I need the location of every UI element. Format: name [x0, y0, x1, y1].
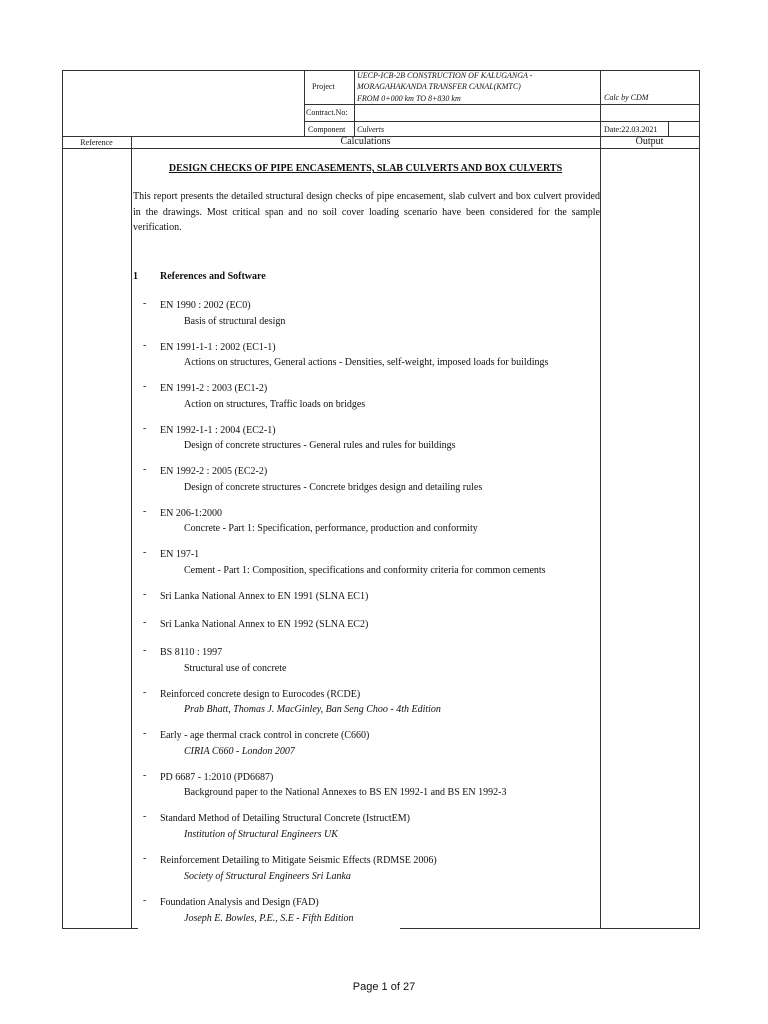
reference-description: Prab Bhatt, Thomas J. MacGinley, Ban Seng Choo - 4th Edition — [184, 704, 441, 715]
rule — [354, 70, 355, 136]
reference-title: EN 1990 : 2002 (EC0) — [160, 300, 251, 311]
column-output: Output — [635, 136, 664, 147]
reference-description: Society of Structural Engineers Sri Lanka — [184, 870, 351, 882]
section-title: References and Software — [160, 271, 266, 282]
calc-by: Calc by CDM — [604, 93, 649, 102]
reference-title: EN 206-1:2000 — [160, 507, 222, 519]
list-item — [143, 687, 603, 729]
list-item — [143, 464, 603, 506]
bullet-dash: - — [143, 895, 147, 906]
list-item — [143, 298, 603, 340]
list-item — [143, 381, 603, 423]
list-item — [143, 423, 603, 465]
rule — [668, 121, 669, 136]
bullet-dash: - — [143, 589, 147, 600]
section-number: 1 — [133, 271, 138, 282]
reference-title: Sri Lanka National Annex to EN 1991 (SLNA EC1) — [160, 591, 369, 602]
project-line: MORAGAHAKANDA TRANSFER CANAL(KMTC) — [357, 82, 521, 91]
list-item — [143, 728, 603, 770]
list-item — [143, 853, 603, 895]
rule — [699, 70, 700, 148]
reference-description: Concrete - Part 1: Specification, performance, production and conformity — [184, 523, 478, 534]
bullet-dash: - — [143, 464, 147, 475]
bullet-dash: - — [143, 298, 147, 309]
bullet-dash: - — [143, 547, 147, 558]
reference-description: CIRIA C660 - London 2007 — [184, 745, 295, 757]
reference-title: EN 1991-2 : 2003 (EC1-2) — [160, 383, 268, 394]
bullet-dash: - — [143, 811, 147, 822]
contract-label: Contract.No: — [306, 108, 348, 117]
reference-title: Early - age thermal crack control in concrete (C660) — [160, 730, 370, 741]
project-label: Project — [312, 82, 335, 91]
bullet-dash: - — [143, 769, 147, 781]
document-title: DESIGN CHECKS OF PIPE ENCASEMENTS, SLAB CULVERTS AND BOX CULVERTS — [168, 163, 563, 174]
bullet-dash: - — [143, 617, 147, 628]
rule — [62, 70, 63, 148]
list-item — [143, 811, 603, 853]
list-item — [143, 547, 603, 589]
bullet-dash: - — [143, 505, 147, 517]
rule — [304, 104, 700, 105]
list-item — [143, 506, 603, 548]
rule — [62, 928, 138, 929]
reference-title: EN 1992-1-1 : 2004 (EC2-1) — [160, 424, 276, 436]
rule — [304, 121, 700, 122]
reference-title: Standard Method of Detailing Structural Concrete (IstructEM) — [160, 813, 410, 824]
reference-title: EN 1991-1-1 : 2002 (EC1-1) — [160, 341, 276, 353]
date: Date:22.03.2021 — [604, 125, 658, 134]
reference-description: Structural use of concrete — [184, 662, 287, 674]
list-item — [143, 617, 603, 645]
rule — [62, 148, 63, 928]
reference-title: Reinforcement Detailing to Mitigate Seismic Effects (RDMSE 2006) — [160, 855, 437, 866]
bullet-dash: - — [143, 381, 147, 392]
column-calculations: Calculations — [340, 136, 391, 147]
reference-description: Design of concrete structures - General rules and rules for buildings — [184, 440, 456, 451]
reference-description: Actions on structures, General actions - Densities, self-weight, imposed loads for buildings — [184, 357, 549, 368]
references-list — [143, 298, 603, 935]
reference-description: Background paper to the National Annexes to BS EN 1992-1 and BS EN 1992-3 — [184, 787, 507, 798]
component-value: Culverts — [357, 125, 385, 134]
reference-title: EN 197-1 — [160, 549, 200, 560]
reference-title: EN 1992-2 : 2005 (EC2-2) — [160, 466, 268, 477]
bullet-dash: - — [143, 645, 147, 656]
bullet-dash: - — [143, 853, 147, 864]
reference-description: Institution of Structural Engineers UK — [184, 828, 338, 840]
reference-description: Cement - Part 1: Composition, specifications and conformity criteria for common cements — [184, 564, 546, 576]
reference-title: Sri Lanka National Annex to EN 1992 (SLNA EC2) — [160, 619, 369, 630]
bullet-dash: - — [143, 686, 147, 698]
page-number: Page 1 of 27 — [352, 981, 416, 993]
rule — [62, 148, 700, 149]
reference-title: PD 6687 - 1:2010 (PD6687) — [160, 771, 274, 783]
component-label: Component — [308, 125, 346, 134]
bullet-dash: - — [143, 422, 147, 434]
project-title — [357, 71, 597, 103]
list-item — [143, 340, 603, 382]
rule — [304, 70, 305, 136]
reference-title: Foundation Analysis and Design (FAD) — [160, 897, 319, 908]
reference-description: Action on structures, Traffic loads on bridges — [184, 398, 366, 410]
rule — [699, 148, 700, 928]
column-reference: Reference — [80, 138, 113, 147]
list-item — [143, 645, 603, 687]
bullet-dash: - — [143, 728, 147, 739]
intro-paragraph: This report presents the detailed structural design checks of pipe encasement, slab culvert and box culvert provided in the drawings. Most critical span and no soil cover loading scenario have been considered for the sample verification. — [133, 191, 600, 233]
reference-description: Joseph E. Bowles, P.E., S.E - Fifth Edition — [184, 912, 354, 924]
project-line: UECP-ICB-2B CONSTRUCTION OF KALUGANGA - — [357, 71, 533, 80]
reference-title: BS 8110 : 1997 — [160, 647, 223, 658]
reference-description: Design of concrete structures - Concrete bridges design and detailing rules — [184, 481, 483, 493]
project-line: FROM 0+000 km TO 8+830 km — [357, 94, 461, 103]
bullet-dash: - — [143, 339, 147, 351]
rule — [131, 148, 132, 928]
list-item — [143, 589, 603, 617]
list-item — [143, 895, 603, 935]
reference-title: Reinforced concrete design to Eurocodes (RCDE) — [160, 688, 361, 700]
list-item — [143, 770, 603, 812]
reference-description: Basis of structural design — [184, 315, 286, 327]
